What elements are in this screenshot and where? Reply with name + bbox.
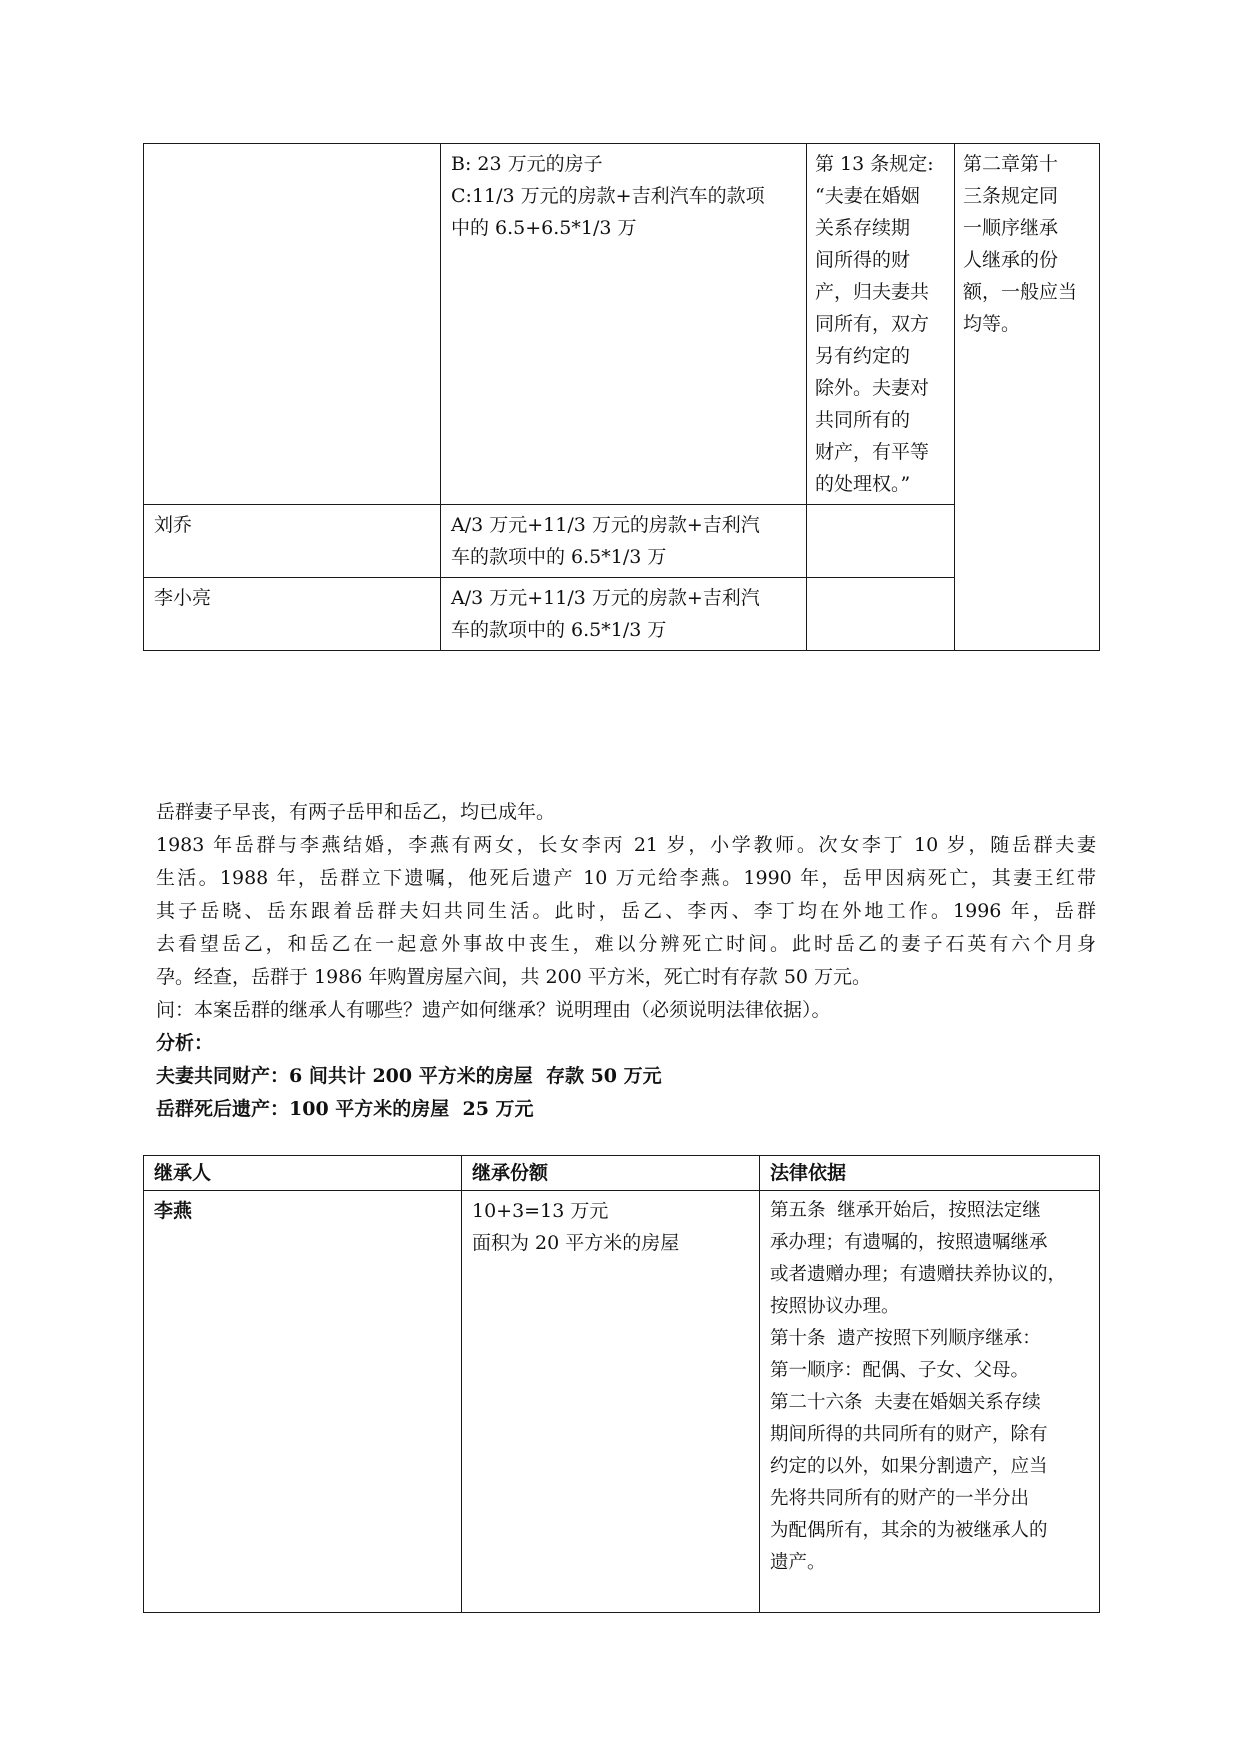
law-line: 第十条 遗产按照下列顺序继承： (770, 1328, 1041, 1349)
law-line: 关系存续期 (815, 217, 911, 239)
law-line: 第一顺序：配偶、子女、父母。 (770, 1360, 1030, 1381)
question-line: 问：本案岳群的继承人有哪些？遗产如何继承？说明理由（必须说明法律依据）。 (156, 999, 831, 1021)
law-note-line: 人继承的份 (963, 249, 1059, 271)
law-note-line: 第二章第十 (963, 153, 1059, 175)
law-note-line: 额，一般应当 (963, 281, 1078, 303)
share-line: 中的 6.5+6.5*1/3 万 (451, 217, 637, 239)
table-header-row (144, 1156, 1100, 1191)
law-note-cell (955, 144, 1100, 651)
law-line: “夫妻在婚姻 (815, 185, 920, 207)
law-line: 另有约定的 (815, 345, 911, 367)
inheritance-table-continued (143, 143, 1100, 651)
share-cell (462, 1191, 760, 1613)
law-note-line: 一顺序继承 (963, 217, 1059, 239)
header-law: 法律依据 (760, 1156, 1100, 1191)
share-line: 车的款项中的 6.5*1/3 万 (451, 546, 667, 568)
law-line: 除外。夫妻对 (815, 377, 930, 399)
share-line: C:11/3 万元的房款+吉利汽车的款项 (451, 185, 765, 207)
header-share: 继承份额 (462, 1156, 760, 1191)
table-row (144, 144, 1100, 505)
share-line: B: 23 万元的房子 (451, 153, 603, 175)
law-cell (807, 505, 955, 578)
law-line: 约定的以外，如果分割遗产，应当 (770, 1456, 1048, 1477)
case-line: 孕。经查，岳群于 1986 年购置房屋六间，共 200 平方米，死亡时有存款 50 万元。 (156, 966, 872, 988)
heir-cell: 刘乔 (144, 505, 441, 578)
law-line: 第 13 条规定: (815, 153, 934, 175)
law-line: 期间所得的共同所有的财产，除有 (770, 1424, 1048, 1445)
heir-cell (144, 144, 441, 505)
share-line: 10+3=13 万元 (472, 1200, 609, 1222)
law-line: 共同所有的 (815, 409, 911, 431)
joint-property-line: 夫妻共同财产：6 间共计 200 平方米的房屋 存款 50 万元 (156, 1065, 662, 1087)
heir-cell: 李燕 (144, 1191, 462, 1613)
case-line: 其子岳晓、岳东跟着岳群夫妇共同生活。此时，岳乙、李丙、李丁均在外地工作。1996 年，岳群 (156, 900, 1096, 922)
inheritance-table (143, 1155, 1100, 1613)
law-line: 承办理；有遗嘱的，按照遗嘱继承 (770, 1232, 1048, 1253)
law-line: 先将共同所有的财产的一半分出 (770, 1488, 1030, 1509)
case-line: 岳群妻子早丧，有两子岳甲和岳乙，均已成年。 (156, 801, 556, 823)
table-row (144, 1191, 1100, 1613)
case-line: 去看望岳乙，和岳乙在一起意外事故中丧生，难以分辨死亡时间。此时岳乙的妻子石英有六个月身 (156, 933, 1096, 955)
law-line: 遗产。 (770, 1552, 826, 1573)
law-line: 间所得的财 (815, 249, 911, 271)
law-note-line: 三条规定同 (963, 185, 1059, 207)
share-line: 面积为 20 平方米的房屋 (472, 1232, 680, 1254)
share-line: 车的款项中的 6.5*1/3 万 (451, 619, 667, 641)
share-line: A/3 万元+11/3 万元的房款+吉利汽 (451, 587, 760, 609)
analysis-label: 分析： (156, 1032, 214, 1054)
share-cell (441, 505, 807, 578)
case-line: 1983 年岳群与李燕结婚，李燕有两女，长女李丙 21 岁，小学教师。次女李丁 10 岁，随岳群夫妻 (156, 834, 1096, 856)
law-cell (807, 578, 955, 651)
estate-line: 岳群死后遗产：100 平方米的房屋 25 万元 (156, 1098, 534, 1120)
share-line: A/3 万元+11/3 万元的房款+吉利汽 (451, 514, 760, 536)
law-line: 的处理权。” (815, 473, 911, 495)
law-note-line: 均等。 (963, 313, 1021, 335)
law-line: 财产，有平等 (815, 441, 930, 463)
heir-cell: 李小亮 (144, 578, 441, 651)
law-line: 按照协议办理。 (770, 1296, 900, 1317)
share-cell (441, 144, 807, 505)
law-line: 第五条 继承开始后，按照法定继 (770, 1200, 1041, 1221)
law-cell (807, 144, 955, 505)
share-cell (441, 578, 807, 651)
law-line: 产，归夫妻共 (815, 281, 930, 303)
case-description (156, 796, 1096, 1126)
law-line: 或者遗赠办理；有遗赠扶养协议的， (770, 1264, 1067, 1285)
law-line: 第二十六条 夫妻在婚姻关系存续 (770, 1392, 1041, 1413)
header-heir: 继承人 (144, 1156, 462, 1191)
law-line: 为配偶所有，其余的为被继承人的 (770, 1520, 1048, 1541)
case-line: 生活。1988 年，岳群立下遗嘱，他死后遗产 10 万元给李燕。1990 年，岳甲因病死亡，其妻王红带 (156, 867, 1096, 889)
law-line: 同所有，双方 (815, 313, 930, 335)
law-cell (760, 1191, 1100, 1613)
